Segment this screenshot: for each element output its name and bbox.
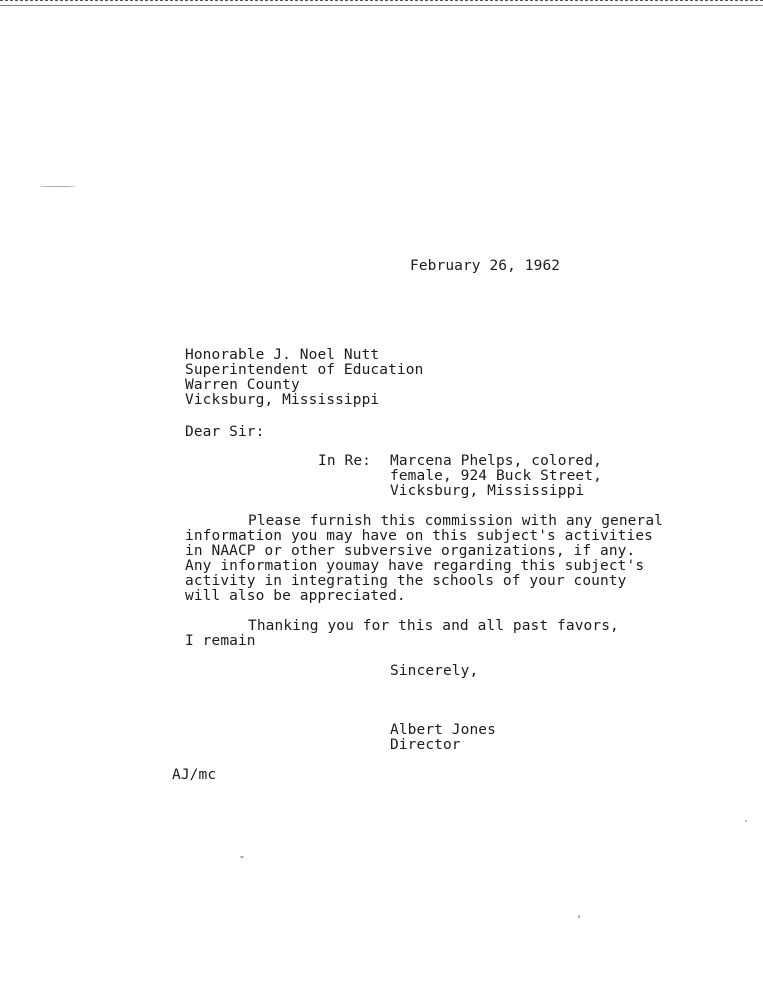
- recipient-name: Honorable J. Noel Nutt: [185, 347, 380, 363]
- body2-line-2: I remain: [185, 633, 256, 649]
- re-line-2: female, 924 Buck Street,: [390, 468, 602, 484]
- salutation: Dear Sir:: [185, 424, 265, 440]
- recipient-city: Vicksburg, Mississippi: [185, 392, 380, 408]
- body1-line-2: information you may have on this subject's activities: [185, 528, 653, 544]
- top-rule: [0, 0, 763, 6]
- re-line-3: Vicksburg, Mississippi: [390, 483, 585, 499]
- recipient-title: Superintendent of Education: [185, 362, 424, 378]
- body1-line-4: Any information youmay have regarding this subject's: [185, 558, 645, 574]
- recipient-county: Warren County: [185, 377, 300, 393]
- body1-line-5: activity in integrating the schools of your county: [185, 573, 627, 589]
- closing: Sincerely,: [390, 663, 479, 679]
- letter-date: February 26, 1962: [410, 258, 561, 274]
- scan-speck: [578, 915, 580, 918]
- scan-speck: [40, 186, 76, 187]
- body1-line-1: Please furnish this commission with any general: [248, 513, 663, 529]
- body1-line-3: in NAACP or other subversive organizations, if any.: [185, 543, 636, 559]
- body1-line-6: will also be appreciated.: [185, 588, 406, 604]
- scan-speck: [240, 856, 244, 858]
- signer-title: Director: [390, 737, 461, 753]
- typist-initials: AJ/mc: [172, 767, 217, 783]
- re-label: In Re:: [318, 453, 371, 469]
- scan-speck: [745, 820, 747, 822]
- body2-line-1: Thanking you for this and all past favors,: [248, 618, 619, 634]
- signer-name: Albert Jones: [390, 722, 496, 738]
- re-line-1: Marcena Phelps, colored,: [390, 453, 602, 469]
